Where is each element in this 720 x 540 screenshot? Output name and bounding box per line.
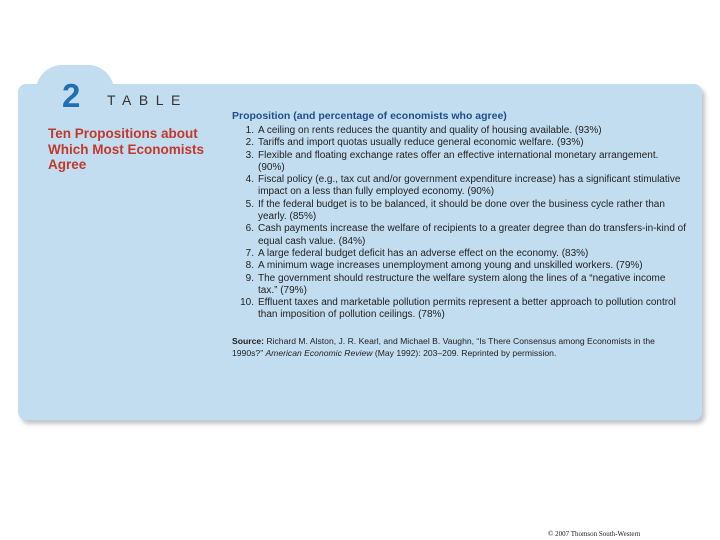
propositions-list [232,125,687,322]
list-item [232,248,687,260]
item-text: A ceiling on rents reduces the quantity and quality of housing available. (93%) [258,125,602,136]
table-number: 2 [62,77,81,114]
list-item [232,150,687,175]
item-number: 8. [245,260,254,272]
source-text: Richard M. Alston, J. R. Kearl, and Michael B. Vaughn, “Is There Consensus among Economists in the 1990s?” [232,335,655,358]
item-number: 2. [245,137,254,149]
item-text: If the federal budget is to be balanced, it should be done over the business cycle rather than yearly. (85%) [258,198,665,223]
list-item [232,260,687,272]
item-text: Effluent taxes and marketable pollution permits represent a better approach to pollution control than imposition of pollution ceilings. (78%) [258,297,676,321]
table-title: Ten Propositions about Which Most Economists Agree [48,126,205,172]
item-text: A large federal budget deficit has an adverse effect on the economy. (83%) [258,247,589,259]
item-text: A minimum wage increases unemployment among young and unskilled workers. (79%) [258,260,643,272]
source-citation [232,335,687,359]
item-number: 4. [245,174,254,186]
list-item [232,297,687,322]
item-number: 5. [245,198,254,210]
list-item [232,199,687,224]
item-text: Fiscal policy (e.g., tax cut and/or government expenditure increase) has a significant stimulative impact on a less than fully employed economy. (90%) [258,174,681,198]
item-text: The government should restructure the welfare system along the lines of a “negative income tax.” (79%) [258,272,666,296]
source-journal: American Economic Review [265,347,373,358]
list-item [232,137,687,149]
table-label: TABLE [107,92,188,108]
source-label: Source: [232,335,264,346]
list-item [232,223,687,248]
item-number: 9. [245,272,254,284]
propositions-section [232,110,687,359]
source-details: (May 1992): 203–209. Reprinted by permission. [374,347,557,358]
propositions-header: Proposition (and percentage of economists who agree) [232,110,507,122]
item-number: 3. [245,149,254,161]
list-item [232,125,687,137]
item-text: Tariffs and import quotas usually reduce general economic welfare. (93%) [258,137,584,149]
item-number: 6. [245,223,254,235]
copyright-notice: © 2007 Thomson South-Western [548,530,641,538]
item-text: Cash payments increase the welfare of recipients to a greater degree than do transfers-in-kind of equal cash value. (84%) [258,223,687,247]
item-number: 7. [245,247,254,259]
item-text: Flexible and floating exchange rates offer an effective international monetary arrangement. (90%) [258,149,659,173]
item-number: 10. [240,297,254,309]
item-number: 1. [245,125,254,136]
list-item [232,174,687,199]
list-item [232,273,687,298]
